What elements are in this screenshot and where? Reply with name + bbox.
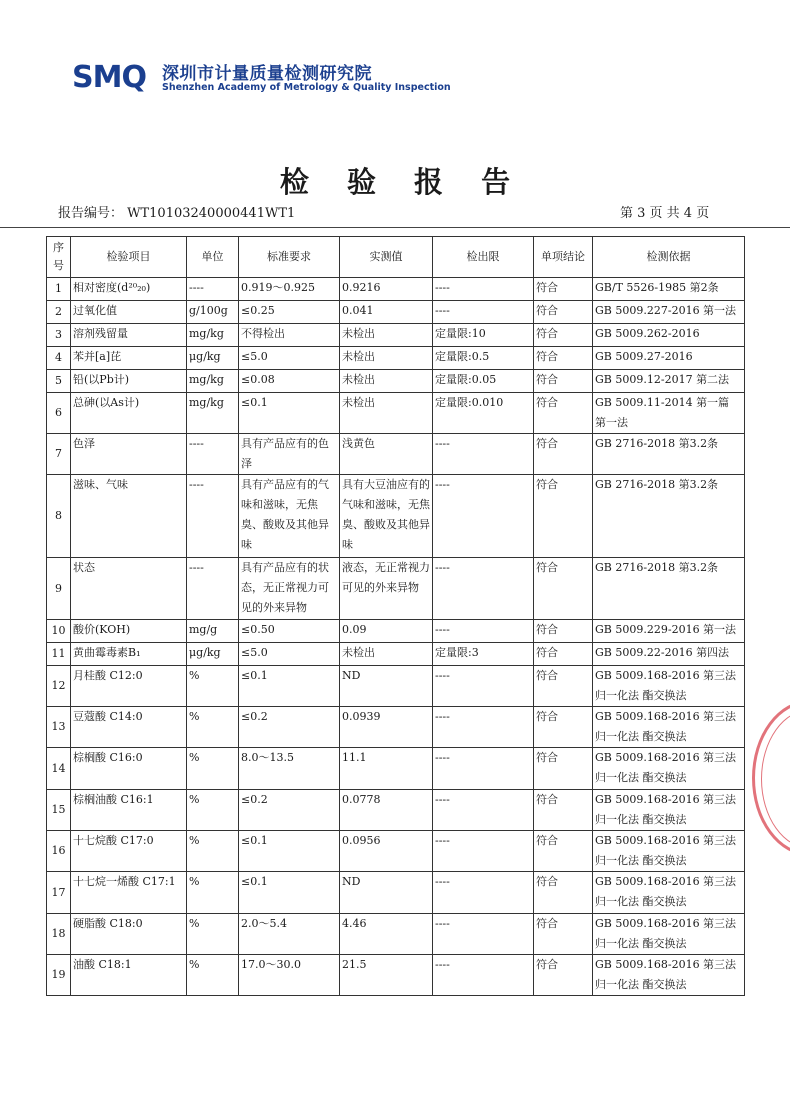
cell-method: GB 5009.262-2016 xyxy=(593,324,745,347)
cell-conclusion: 符合 xyxy=(534,347,593,370)
cell-requirement: ≤0.1 xyxy=(239,666,340,707)
cell-item: 酸价(KOH) xyxy=(71,620,187,643)
cell-item: 棕榈酸 C16:0 xyxy=(71,748,187,790)
cell-conclusion: 符合 xyxy=(534,475,593,558)
cell-requirement: 具有产品应有的状态，无正常视力可见的外来异物 xyxy=(239,558,340,620)
cell-conclusion: 符合 xyxy=(534,914,593,955)
cell-seq: 11 xyxy=(47,643,71,666)
cell-item: 硬脂酸 C18:0 xyxy=(71,914,187,955)
cell-measured: ND xyxy=(340,872,433,914)
cell-limit: ---- xyxy=(433,790,534,831)
cell-method: GB 5009.168-2016 第三法 归一化法 酯交换法 xyxy=(593,707,745,748)
table-row xyxy=(47,278,745,301)
cell-unit: ---- xyxy=(187,278,239,301)
table-row xyxy=(47,955,745,996)
col-header-item: 检验项目 xyxy=(71,237,187,278)
table-row xyxy=(47,301,745,324)
cell-conclusion: 符合 xyxy=(534,558,593,620)
table-row xyxy=(47,914,745,955)
cell-measured: 4.46 xyxy=(340,914,433,955)
cell-method: GB 5009.22-2016 第四法 xyxy=(593,643,745,666)
cell-unit: g/100g xyxy=(187,301,239,324)
col-header-conclusion: 单项结论 xyxy=(534,237,593,278)
cell-limit: ---- xyxy=(433,434,534,475)
cell-unit: % xyxy=(187,707,239,748)
cell-method: GB 2716-2018 第3.2条 xyxy=(593,558,745,620)
cell-conclusion: 符合 xyxy=(534,790,593,831)
cell-unit: mg/kg xyxy=(187,324,239,347)
cell-seq: 16 xyxy=(47,831,71,872)
cell-item: 铅(以Pb计) xyxy=(71,370,187,393)
cell-requirement: ≤0.25 xyxy=(239,301,340,324)
cell-method: GB/T 5526-1985 第2条 xyxy=(593,278,745,301)
cell-item: 过氧化值 xyxy=(71,301,187,324)
cell-limit: 定量限:3 xyxy=(433,643,534,666)
cell-method: GB 5009.168-2016 第三法 归一化法 酯交换法 xyxy=(593,914,745,955)
cell-method: GB 5009.168-2016 第三法 归一化法 酯交换法 xyxy=(593,666,745,707)
report-number: 报告编号： WT10103240000441WT1 xyxy=(58,206,296,221)
table-row xyxy=(47,748,745,790)
cell-limit: ---- xyxy=(433,666,534,707)
col-header-limit: 检出限 xyxy=(433,237,534,278)
table-row xyxy=(47,666,745,707)
cell-measured: 0.041 xyxy=(340,301,433,324)
cell-seq: 5 xyxy=(47,370,71,393)
cell-measured: ND xyxy=(340,666,433,707)
cell-limit: ---- xyxy=(433,955,534,996)
cell-limit: ---- xyxy=(433,301,534,324)
cell-method: GB 5009.227-2016 第一法 xyxy=(593,301,745,324)
cell-requirement: ≤5.0 xyxy=(239,643,340,666)
cell-conclusion: 符合 xyxy=(534,434,593,475)
cell-seq: 18 xyxy=(47,914,71,955)
table-row xyxy=(47,434,745,475)
cell-conclusion: 符合 xyxy=(534,370,593,393)
cell-measured: 0.9216 xyxy=(340,278,433,301)
cell-item: 总砷(以As计) xyxy=(71,393,187,434)
cell-seq: 13 xyxy=(47,707,71,748)
cell-requirement: 0.919～0.925 xyxy=(239,278,340,301)
org-logo xyxy=(72,58,451,98)
cell-conclusion: 符合 xyxy=(534,620,593,643)
cell-requirement: ≤0.08 xyxy=(239,370,340,393)
cell-method: GB 5009.168-2016 第三法 归一化法 酯交换法 xyxy=(593,955,745,996)
cell-item: 状态 xyxy=(71,558,187,620)
cell-measured: 0.0939 xyxy=(340,707,433,748)
cell-seq: 7 xyxy=(47,434,71,475)
cell-measured: 液态，无正常视力可见的外来异物 xyxy=(340,558,433,620)
table-row xyxy=(47,393,745,434)
cell-unit: % xyxy=(187,914,239,955)
cell-requirement: 具有产品应有的色泽 xyxy=(239,434,340,475)
cell-seq: 8 xyxy=(47,475,71,558)
cell-seq: 1 xyxy=(47,278,71,301)
cell-unit: % xyxy=(187,831,239,872)
table-row xyxy=(47,620,745,643)
cell-seq: 3 xyxy=(47,324,71,347)
cell-requirement: ≤0.1 xyxy=(239,393,340,434)
col-header-unit: 单位 xyxy=(187,237,239,278)
cell-item: 豆蔻酸 C14:0 xyxy=(71,707,187,748)
cell-item: 棕榈油酸 C16:1 xyxy=(71,790,187,831)
cell-seq: 2 xyxy=(47,301,71,324)
cell-unit: % xyxy=(187,790,239,831)
cell-conclusion: 符合 xyxy=(534,831,593,872)
cell-item: 溶剂残留量 xyxy=(71,324,187,347)
cell-conclusion: 符合 xyxy=(534,643,593,666)
cell-limit: ---- xyxy=(433,475,534,558)
cell-measured: 未检出 xyxy=(340,643,433,666)
cell-measured: 未检出 xyxy=(340,347,433,370)
header-divider xyxy=(0,227,790,228)
table-row xyxy=(47,475,745,558)
cell-seq: 4 xyxy=(47,347,71,370)
cell-unit: μg/kg xyxy=(187,347,239,370)
cell-method: GB 2716-2018 第3.2条 xyxy=(593,434,745,475)
table-row xyxy=(47,790,745,831)
table-row xyxy=(47,872,745,914)
cell-unit: ---- xyxy=(187,558,239,620)
cell-unit: ---- xyxy=(187,434,239,475)
cell-item: 十七烷一烯酸 C17:1 xyxy=(71,872,187,914)
cell-requirement: 具有产品应有的气味和滋味，无焦臭、酸败及其他异味 xyxy=(239,475,340,558)
cell-method: GB 5009.168-2016 第三法 归一化法 酯交换法 xyxy=(593,790,745,831)
table-row xyxy=(47,370,745,393)
cell-limit: ---- xyxy=(433,707,534,748)
page-indicator: 第 3 页 共 4 页 xyxy=(620,206,710,221)
cell-seq: 9 xyxy=(47,558,71,620)
cell-seq: 14 xyxy=(47,748,71,790)
org-name-cn: 深圳市计量质量检测研究院 xyxy=(162,64,372,84)
cell-requirement: ≤0.50 xyxy=(239,620,340,643)
logo-mark: SMQ xyxy=(72,60,146,95)
report-title: 检 验 报 告 xyxy=(279,165,525,199)
table-row xyxy=(47,707,745,748)
cell-method: GB 2716-2018 第3.2条 xyxy=(593,475,745,558)
cell-method: GB 5009.11-2014 第一篇 第一法 xyxy=(593,393,745,434)
cell-unit: % xyxy=(187,872,239,914)
cell-item: 苯并[a]芘 xyxy=(71,347,187,370)
cell-requirement: 8.0～13.5 xyxy=(239,748,340,790)
cell-method: GB 5009.168-2016 第三法 归一化法 酯交换法 xyxy=(593,831,745,872)
col-header-measured: 实测值 xyxy=(340,237,433,278)
cell-measured: 具有大豆油应有的气味和滋味，无焦臭、酸败及其他异味 xyxy=(340,475,433,558)
cell-item: 黄曲霉毒素B₁ xyxy=(71,643,187,666)
cell-conclusion: 符合 xyxy=(534,955,593,996)
col-header-requirement: 标准要求 xyxy=(239,237,340,278)
cell-unit: % xyxy=(187,666,239,707)
cell-requirement: ≤0.1 xyxy=(239,872,340,914)
col-header-method: 检测依据 xyxy=(593,237,745,278)
cell-limit: ---- xyxy=(433,748,534,790)
cell-item: 月桂酸 C12:0 xyxy=(71,666,187,707)
cell-measured: 浅黄色 xyxy=(340,434,433,475)
cell-unit: mg/g xyxy=(187,620,239,643)
cell-item: 十七烷酸 C17:0 xyxy=(71,831,187,872)
cell-conclusion: 符合 xyxy=(534,748,593,790)
cell-method: GB 5009.168-2016 第三法 归一化法 酯交换法 xyxy=(593,872,745,914)
cell-limit: ---- xyxy=(433,278,534,301)
table-row xyxy=(47,347,745,370)
cell-conclusion: 符合 xyxy=(534,707,593,748)
cell-requirement: ≤5.0 xyxy=(239,347,340,370)
cell-method: GB 5009.12-2017 第二法 xyxy=(593,370,745,393)
org-name-en: Shenzhen Academy of Metrology & Quality Inspection xyxy=(162,82,451,93)
cell-seq: 19 xyxy=(47,955,71,996)
cell-measured: 0.09 xyxy=(340,620,433,643)
cell-limit: 定量限:0.05 xyxy=(433,370,534,393)
inspection-stamp xyxy=(752,700,790,856)
cell-limit: 定量限:0.010 xyxy=(433,393,534,434)
cell-limit: ---- xyxy=(433,872,534,914)
cell-limit: 定量限:0.5 xyxy=(433,347,534,370)
cell-unit: mg/kg xyxy=(187,370,239,393)
cell-measured: 未检出 xyxy=(340,370,433,393)
cell-seq: 17 xyxy=(47,872,71,914)
cell-item: 滋味、气味 xyxy=(71,475,187,558)
cell-seq: 10 xyxy=(47,620,71,643)
cell-measured: 未检出 xyxy=(340,393,433,434)
cell-limit: ---- xyxy=(433,558,534,620)
cell-limit: ---- xyxy=(433,831,534,872)
table-row xyxy=(47,558,745,620)
cell-conclusion: 符合 xyxy=(534,393,593,434)
cell-requirement: 不得检出 xyxy=(239,324,340,347)
cell-item: 相对密度(d²⁰₂₀) xyxy=(71,278,187,301)
cell-method: GB 5009.168-2016 第三法 归一化法 酯交换法 xyxy=(593,748,745,790)
cell-unit: % xyxy=(187,955,239,996)
cell-requirement: 2.0～5.4 xyxy=(239,914,340,955)
cell-requirement: ≤0.1 xyxy=(239,831,340,872)
cell-requirement: 17.0～30.0 xyxy=(239,955,340,996)
cell-seq: 6 xyxy=(47,393,71,434)
cell-unit: mg/kg xyxy=(187,393,239,434)
cell-limit: ---- xyxy=(433,620,534,643)
cell-method: GB 5009.27-2016 xyxy=(593,347,745,370)
cell-unit: ---- xyxy=(187,475,239,558)
cell-conclusion: 符合 xyxy=(534,872,593,914)
cell-unit: μg/kg xyxy=(187,643,239,666)
cell-measured: 21.5 xyxy=(340,955,433,996)
cell-unit: % xyxy=(187,748,239,790)
cell-conclusion: 符合 xyxy=(534,301,593,324)
cell-measured: 0.0956 xyxy=(340,831,433,872)
cell-conclusion: 符合 xyxy=(534,666,593,707)
cell-seq: 12 xyxy=(47,666,71,707)
cell-limit: 定量限:10 xyxy=(433,324,534,347)
cell-conclusion: 符合 xyxy=(534,324,593,347)
results-table-body xyxy=(47,278,745,996)
cell-measured: 未检出 xyxy=(340,324,433,347)
cell-limit: ---- xyxy=(433,914,534,955)
cell-item: 油酸 C18:1 xyxy=(71,955,187,996)
table-row xyxy=(47,324,745,347)
cell-requirement: ≤0.2 xyxy=(239,707,340,748)
results-table xyxy=(46,236,745,996)
table-row xyxy=(47,643,745,666)
cell-method: GB 5009.229-2016 第一法 xyxy=(593,620,745,643)
col-header-seq: 序号 xyxy=(47,237,71,278)
cell-seq: 15 xyxy=(47,790,71,831)
cell-conclusion: 符合 xyxy=(534,278,593,301)
cell-measured: 0.0778 xyxy=(340,790,433,831)
cell-measured: 11.1 xyxy=(340,748,433,790)
cell-item: 色泽 xyxy=(71,434,187,475)
cell-requirement: ≤0.2 xyxy=(239,790,340,831)
table-header-row xyxy=(47,237,745,278)
table-row xyxy=(47,831,745,872)
